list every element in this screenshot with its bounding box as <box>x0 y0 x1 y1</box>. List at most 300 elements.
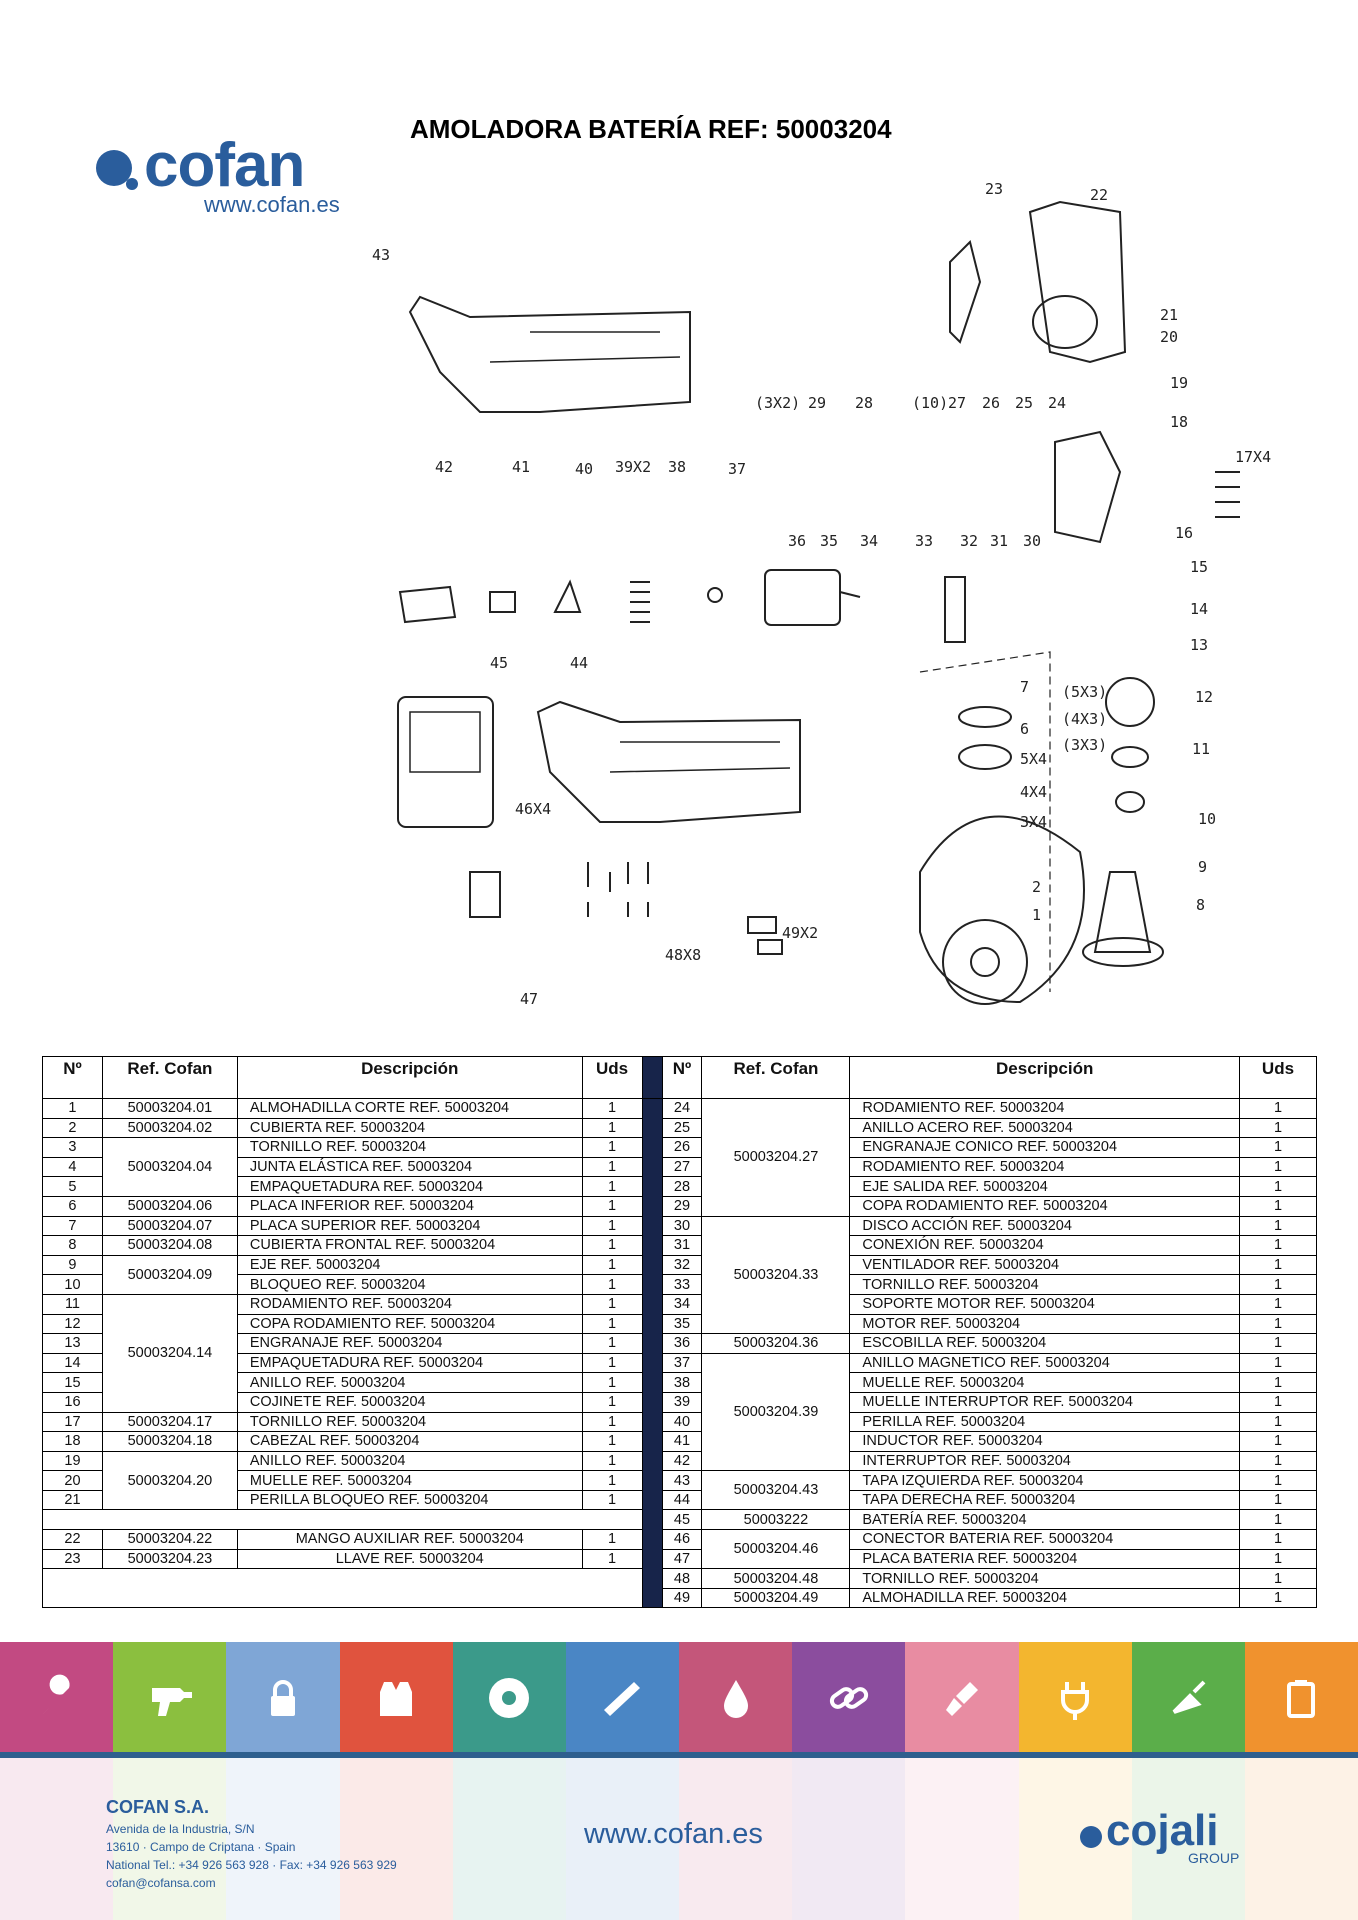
part-description: ALMOHADILLA CORTE REF. 50003204 <box>237 1099 582 1119</box>
wrench-drawing <box>950 242 980 342</box>
callout: 12 <box>1195 688 1214 706</box>
footer-color-column <box>792 1758 905 1920</box>
category-tile[interactable] <box>340 1642 453 1754</box>
footer-color-column <box>1245 1758 1358 1920</box>
part-quantity: 1 <box>582 1294 642 1314</box>
callout: (5X3) <box>1062 683 1108 701</box>
part-ref: 50003204.09 <box>102 1255 237 1294</box>
part-number: 39 <box>662 1392 702 1412</box>
part-quantity: 1 <box>1239 1255 1316 1275</box>
saw-blade-icon <box>594 1670 650 1726</box>
callout: 37 <box>728 460 747 478</box>
header-desc: Descripción <box>237 1057 582 1099</box>
part-number: 22 <box>43 1530 103 1550</box>
part-quantity: 1 <box>1239 1510 1316 1530</box>
part-quantity: 1 <box>1239 1432 1316 1452</box>
part-ref: 50003222 <box>702 1510 850 1530</box>
part-number: 32 <box>662 1255 702 1275</box>
callout: 26 <box>982 394 1001 412</box>
table-row <box>43 1549 1317 1569</box>
part-description: ENGRANAJE REF. 50003204 <box>237 1334 582 1354</box>
table-row <box>43 1138 1317 1158</box>
part-number: 1 <box>43 1099 103 1119</box>
category-tile[interactable] <box>679 1642 792 1754</box>
part-number: 13 <box>43 1334 103 1354</box>
part-description: DISCO ACCIÓN REF. 50003204 <box>850 1216 1240 1236</box>
part-ref: 50003204.20 <box>102 1451 237 1510</box>
part-number: 48 <box>662 1569 702 1589</box>
part-number: 10 <box>43 1275 103 1295</box>
callout: 17X4 <box>1235 448 1272 466</box>
part-description: BATERÍA REF. 50003204 <box>850 1510 1240 1530</box>
part-description: MUELLE INTERRUPTOR REF. 50003204 <box>850 1392 1240 1412</box>
motor-drawing <box>765 570 840 625</box>
callout: 31 <box>990 532 1009 550</box>
header-n: Nº <box>43 1057 103 1099</box>
part-quantity: 1 <box>582 1334 642 1354</box>
part-quantity: 1 <box>582 1412 642 1432</box>
part-ref: 50003204.46 <box>702 1530 850 1569</box>
header-ref: Ref. Cofan <box>702 1057 850 1099</box>
callout: 27 <box>948 394 967 412</box>
part-quantity: 1 <box>1239 1294 1316 1314</box>
part-description: TAPA IZQUIERDA REF. 50003204 <box>850 1471 1240 1491</box>
part-description: PERILLA BLOQUEO REF. 50003204 <box>237 1490 582 1510</box>
part-quantity: 1 <box>1239 1118 1316 1138</box>
table-row <box>43 1216 1317 1236</box>
category-tile[interactable] <box>113 1642 226 1754</box>
category-tile[interactable] <box>905 1642 1018 1754</box>
callout: 8 <box>1196 896 1206 914</box>
part-number: 46 <box>662 1530 702 1550</box>
part-quantity: 1 <box>582 1549 642 1569</box>
table-row <box>43 1294 1317 1314</box>
part-quantity: 1 <box>582 1255 642 1275</box>
callout: 34 <box>860 532 879 550</box>
callout: 24 <box>1048 394 1067 412</box>
part-description: EMPAQUETADURA REF. 50003204 <box>237 1177 582 1197</box>
header-ref: Ref. Cofan <box>102 1057 237 1099</box>
part-number: 21 <box>43 1490 103 1510</box>
part-quantity: 1 <box>1239 1157 1316 1177</box>
part-number: 26 <box>662 1138 702 1158</box>
part-quantity: 1 <box>582 1530 642 1550</box>
part-number: 8 <box>43 1236 103 1256</box>
part-number: 14 <box>43 1353 103 1373</box>
part-description: EMPAQUETADURA REF. 50003204 <box>237 1353 582 1373</box>
part-quantity: 1 <box>1239 1412 1316 1432</box>
callout: 35 <box>820 532 839 550</box>
clipboard-icon <box>1273 1670 1329 1726</box>
part-quantity: 1 <box>582 1392 642 1412</box>
drop-icon <box>708 1670 764 1726</box>
safety-vest-icon <box>368 1670 424 1726</box>
part-description: CONEXIÓN REF. 50003204 <box>850 1236 1240 1256</box>
part-quantity: 1 <box>1239 1471 1316 1491</box>
callout: 5X4 <box>1020 750 1048 768</box>
callout: 10 <box>1198 810 1217 828</box>
part-number: 37 <box>662 1353 702 1373</box>
callout: 30 <box>1023 532 1042 550</box>
callout: 20 <box>1160 328 1179 346</box>
part-number: 2 <box>43 1118 103 1138</box>
callout: 38 <box>668 458 687 476</box>
company-email[interactable]: cofan@cofansa.com <box>106 1876 216 1890</box>
part-number: 25 <box>662 1118 702 1138</box>
cofan-logo-text: cofan <box>144 131 305 200</box>
callout: 32 <box>960 532 979 550</box>
callout: 13 <box>1190 636 1209 654</box>
part-ref: 50003204.39 <box>702 1353 850 1471</box>
company-info <box>106 1798 397 1892</box>
header-n: Nº <box>662 1057 702 1099</box>
part-description: PLACA SUPERIOR REF. 50003204 <box>237 1216 582 1236</box>
part-quantity: 1 <box>1239 1216 1316 1236</box>
cofan-logo <box>96 131 356 226</box>
part-description: COPA RODAMIENTO REF. 50003204 <box>237 1314 582 1334</box>
table-row <box>43 1530 1317 1550</box>
housing-right-drawing <box>538 702 800 822</box>
category-tile[interactable] <box>453 1642 566 1754</box>
part-quantity: 1 <box>1239 1314 1316 1334</box>
part-description: COPA RODAMIENTO REF. 50003204 <box>850 1196 1240 1216</box>
table-row <box>43 1451 1317 1471</box>
page-title: AMOLADORA BATERÍA REF: 50003204 <box>410 114 892 144</box>
part-ref: 50003204.48 <box>702 1569 850 1589</box>
part-quantity: 1 <box>1239 1236 1316 1256</box>
footer-color-column <box>905 1758 1018 1920</box>
part-description: CUBIERTA FRONTAL REF. 50003204 <box>237 1236 582 1256</box>
callout: 9 <box>1198 858 1208 876</box>
part-number: 12 <box>43 1314 103 1334</box>
part-number: 15 <box>43 1373 103 1393</box>
part-description: RODAMIENTO REF. 50003204 <box>850 1099 1240 1119</box>
callout: 39X2 <box>615 458 652 476</box>
callout: 36 <box>788 532 807 550</box>
part-ref: 50003204.22 <box>102 1530 237 1550</box>
callout: (4X3) <box>1062 710 1108 728</box>
category-tile[interactable] <box>1132 1642 1245 1754</box>
part-quantity: 1 <box>582 1490 642 1510</box>
part-ref: 50003204.17 <box>102 1412 237 1432</box>
callout: 3X4 <box>1020 813 1048 831</box>
callout: 18 <box>1170 413 1189 431</box>
company-name: COFAN S.A. <box>106 1797 210 1817</box>
callout: 19 <box>1170 374 1189 392</box>
callout: 15 <box>1190 558 1209 576</box>
part-quantity: 1 <box>582 1216 642 1236</box>
callout: 44 <box>570 654 589 672</box>
part-quantity: 1 <box>1239 1549 1316 1569</box>
part-description: TORNILLO REF. 50003204 <box>237 1412 582 1432</box>
part-quantity: 1 <box>1239 1177 1316 1197</box>
part-quantity: 1 <box>1239 1490 1316 1510</box>
part-number: 28 <box>662 1177 702 1197</box>
part-description: MANGO AUXILIAR REF. 50003204 <box>237 1530 582 1550</box>
callout: 6 <box>1020 720 1030 738</box>
callout: 16 <box>1175 524 1194 542</box>
part-description: ANILLO REF. 50003204 <box>237 1373 582 1393</box>
part-quantity: 1 <box>1239 1451 1316 1471</box>
drill-icon <box>142 1670 198 1726</box>
header-desc: Descripción <box>850 1057 1240 1099</box>
part-quantity: 1 <box>582 1138 642 1158</box>
part-description: ANILLO REF. 50003204 <box>237 1451 582 1471</box>
saw-disc-icon <box>481 1670 537 1726</box>
company-address-2: 13610 · Campo de Criptana · Spain <box>106 1840 296 1854</box>
part-ref: 50003204.06 <box>102 1196 237 1216</box>
category-tile[interactable] <box>1245 1642 1358 1754</box>
part-description: RODAMIENTO REF. 50003204 <box>237 1294 582 1314</box>
part-description: COJINETE REF. 50003204 <box>237 1392 582 1412</box>
callout: 29 <box>808 394 827 412</box>
part-description: VENTILADOR REF. 50003204 <box>850 1255 1240 1275</box>
part-quantity: 1 <box>582 1275 642 1295</box>
cojali-group-label: GROUP <box>1188 1850 1240 1866</box>
blank-row-cell <box>43 1569 643 1608</box>
part-number: 27 <box>662 1157 702 1177</box>
part-description: LLAVE REF. 50003204 <box>237 1549 582 1569</box>
callout: 11 <box>1192 740 1211 758</box>
switch-pad-drawing <box>400 587 455 622</box>
part-description: MUELLE REF. 50003204 <box>237 1471 582 1491</box>
gear-head-drawing <box>1055 432 1120 542</box>
part-description: CABEZAL REF. 50003204 <box>237 1432 582 1452</box>
callout: 28 <box>855 394 874 412</box>
header-uds: Uds <box>582 1057 642 1099</box>
blank-row-cell <box>43 1510 643 1530</box>
callout: (3X2) <box>755 394 801 412</box>
part-quantity: 1 <box>582 1451 642 1471</box>
part-quantity: 1 <box>582 1373 642 1393</box>
callout: 42 <box>435 458 454 476</box>
callout: 33 <box>915 532 934 550</box>
part-description: TAPA DERECHA REF. 50003204 <box>850 1490 1240 1510</box>
part-number: 7 <box>43 1216 103 1236</box>
part-description: ANILLO MAGNETICO REF. 50003204 <box>850 1353 1240 1373</box>
part-quantity: 1 <box>582 1196 642 1216</box>
callout: 49X2 <box>782 924 819 942</box>
callout: 2 <box>1032 878 1042 896</box>
callout: 46X4 <box>515 800 552 818</box>
category-tile-bar <box>0 1642 1358 1754</box>
part-description: ANILLO ACERO REF. 50003204 <box>850 1118 1240 1138</box>
part-ref: 50003204.23 <box>102 1549 237 1569</box>
callout: (3X3) <box>1062 736 1108 754</box>
part-number: 34 <box>662 1294 702 1314</box>
part-number: 42 <box>662 1451 702 1471</box>
part-quantity: 1 <box>1239 1138 1316 1158</box>
aux-handle-drawing <box>1030 202 1125 362</box>
column-separator <box>642 1099 662 1608</box>
table-row <box>43 1412 1317 1432</box>
part-number: 45 <box>662 1510 702 1530</box>
callout: 14 <box>1190 600 1209 618</box>
callout: 47 <box>520 990 539 1008</box>
part-quantity: 1 <box>582 1099 642 1119</box>
table-row <box>43 1196 1317 1216</box>
part-quantity: 1 <box>1239 1275 1316 1295</box>
part-ref: 50003204.14 <box>102 1294 237 1412</box>
wrench-icon <box>29 1670 85 1726</box>
chain-link-icon <box>821 1670 877 1726</box>
footer-website-link[interactable]: www.cofan.es <box>584 1818 763 1850</box>
category-tile[interactable] <box>0 1642 113 1754</box>
part-number: 44 <box>662 1490 702 1510</box>
part-description: CONECTOR BATERIA REF. 50003204 <box>850 1530 1240 1550</box>
battery-connector-drawing <box>470 872 500 917</box>
part-number: 16 <box>43 1392 103 1412</box>
table-row <box>43 1099 1317 1119</box>
part-number: 30 <box>662 1216 702 1236</box>
part-description: JUNTA ELÁSTICA REF. 50003204 <box>237 1157 582 1177</box>
column-separator <box>642 1057 662 1099</box>
part-number: 36 <box>662 1334 702 1354</box>
callout: 1 <box>1032 906 1042 924</box>
category-tile[interactable] <box>566 1642 679 1754</box>
cofan-logo-mark-icon <box>96 150 132 186</box>
part-number: 4 <box>43 1157 103 1177</box>
part-quantity: 1 <box>1239 1099 1316 1119</box>
callout: 48X8 <box>665 946 702 964</box>
part-quantity: 1 <box>1239 1373 1316 1393</box>
category-tile[interactable] <box>226 1642 339 1754</box>
table-row <box>43 1118 1317 1138</box>
part-ref: 50003204.02 <box>102 1118 237 1138</box>
part-description: ALMOHADILLA REF. 50003204 <box>850 1588 1240 1608</box>
part-description: EJE SALIDA REF. 50003204 <box>850 1177 1240 1197</box>
callout: 7 <box>1020 678 1030 696</box>
company-address-1: Avenida de la Industria, S/N <box>106 1822 255 1836</box>
parts-table <box>42 1056 1317 1608</box>
disc-drawing <box>943 920 1027 1004</box>
part-quantity: 1 <box>1239 1196 1316 1216</box>
padlock-icon <box>255 1670 311 1726</box>
part-number: 41 <box>662 1432 702 1452</box>
part-quantity: 1 <box>1239 1569 1316 1589</box>
part-number: 47 <box>662 1549 702 1569</box>
table-row <box>43 1569 1317 1589</box>
fan-drawing <box>945 577 965 642</box>
callout: 4X4 <box>1020 783 1048 801</box>
part-description: TORNILLO REF. 50003204 <box>850 1569 1240 1589</box>
part-number: 20 <box>43 1471 103 1491</box>
part-number: 31 <box>662 1236 702 1256</box>
table-row <box>43 1236 1317 1256</box>
part-quantity: 1 <box>1239 1334 1316 1354</box>
part-number: 11 <box>43 1294 103 1314</box>
cojali-group-logo <box>1078 1806 1258 1870</box>
part-number: 3 <box>43 1138 103 1158</box>
part-description: TORNILLO REF. 50003204 <box>850 1275 1240 1295</box>
part-ref: 50003204.27 <box>702 1099 850 1217</box>
part-ref: 50003204.43 <box>702 1471 850 1510</box>
part-description: PERILLA REF. 50003204 <box>850 1412 1240 1432</box>
cofan-logo-url: www.cofan.es <box>204 192 340 217</box>
part-number: 17 <box>43 1412 103 1432</box>
footer-color-column <box>0 1758 113 1920</box>
trowel-icon <box>1160 1670 1216 1726</box>
part-ref: 50003204.49 <box>702 1588 850 1608</box>
part-number: 9 <box>43 1255 103 1275</box>
table-row <box>43 1432 1317 1452</box>
part-description: MOTOR REF. 50003204 <box>850 1314 1240 1334</box>
footer-color-column <box>453 1758 566 1920</box>
part-ref: 50003204.08 <box>102 1236 237 1256</box>
callout: 25 <box>1015 394 1034 412</box>
callout: 40 <box>575 460 594 478</box>
part-description: ESCOBILLA REF. 50003204 <box>850 1334 1240 1354</box>
part-ref: 50003204.36 <box>702 1334 850 1354</box>
part-description: SOPORTE MOTOR REF. 50003204 <box>850 1294 1240 1314</box>
part-description: PLACA BATERIA REF. 50003204 <box>850 1549 1240 1569</box>
part-number: 43 <box>662 1471 702 1491</box>
cojali-logo-mark-icon <box>1080 1826 1102 1848</box>
callout: 41 <box>512 458 531 476</box>
part-description: INTERRUPTOR REF. 50003204 <box>850 1451 1240 1471</box>
part-quantity: 1 <box>582 1177 642 1197</box>
part-quantity: 1 <box>1239 1530 1316 1550</box>
part-number: 19 <box>43 1451 103 1471</box>
part-quantity: 1 <box>1239 1353 1316 1373</box>
part-ref: 50003204.04 <box>102 1138 237 1197</box>
part-description: CUBIERTA REF. 50003204 <box>237 1118 582 1138</box>
part-quantity: 1 <box>582 1236 642 1256</box>
table-header-row <box>43 1057 1317 1099</box>
part-quantity: 1 <box>582 1157 642 1177</box>
part-number: 49 <box>662 1588 702 1608</box>
part-description: EJE REF. 50003204 <box>237 1255 582 1275</box>
part-ref: 50003204.01 <box>102 1099 237 1119</box>
part-description: PLACA INFERIOR REF. 50003204 <box>237 1196 582 1216</box>
part-quantity: 1 <box>582 1353 642 1373</box>
part-number: 29 <box>662 1196 702 1216</box>
part-description: RODAMIENTO REF. 50003204 <box>850 1157 1240 1177</box>
part-quantity: 1 <box>1239 1588 1316 1608</box>
part-description: INDUCTOR REF. 50003204 <box>850 1432 1240 1452</box>
part-description: MUELLE REF. 50003204 <box>850 1373 1240 1393</box>
part-number: 40 <box>662 1412 702 1432</box>
part-number: 33 <box>662 1275 702 1295</box>
part-number: 5 <box>43 1177 103 1197</box>
battery-drawing <box>398 697 493 827</box>
part-quantity: 1 <box>582 1432 642 1452</box>
exploded-parts-diagram <box>360 172 1280 1022</box>
callout: (10) <box>912 394 949 412</box>
table-row <box>43 1510 1317 1530</box>
callout: 43 <box>372 246 391 264</box>
header-uds: Uds <box>1239 1057 1316 1099</box>
paint-brush-icon <box>934 1670 990 1726</box>
part-number: 35 <box>662 1314 702 1334</box>
housing-left-drawing <box>410 297 690 412</box>
part-quantity: 1 <box>582 1118 642 1138</box>
part-number: 18 <box>43 1432 103 1452</box>
category-tile[interactable] <box>1019 1642 1132 1754</box>
part-ref: 50003204.07 <box>102 1216 237 1236</box>
company-phone: National Tel.: +34 926 563 928 · Fax: +34 926 563 929 <box>106 1858 397 1872</box>
part-description: ENGRANAJE CONICO REF. 50003204 <box>850 1138 1240 1158</box>
part-number: 6 <box>43 1196 103 1216</box>
category-tile[interactable] <box>792 1642 905 1754</box>
part-number: 24 <box>662 1099 702 1119</box>
callout: 21 <box>1160 306 1179 324</box>
table-row <box>43 1255 1317 1275</box>
part-quantity: 1 <box>1239 1392 1316 1412</box>
callout: 23 <box>985 180 1004 198</box>
part-quantity: 1 <box>582 1471 642 1491</box>
part-ref: 50003204.33 <box>702 1216 850 1334</box>
